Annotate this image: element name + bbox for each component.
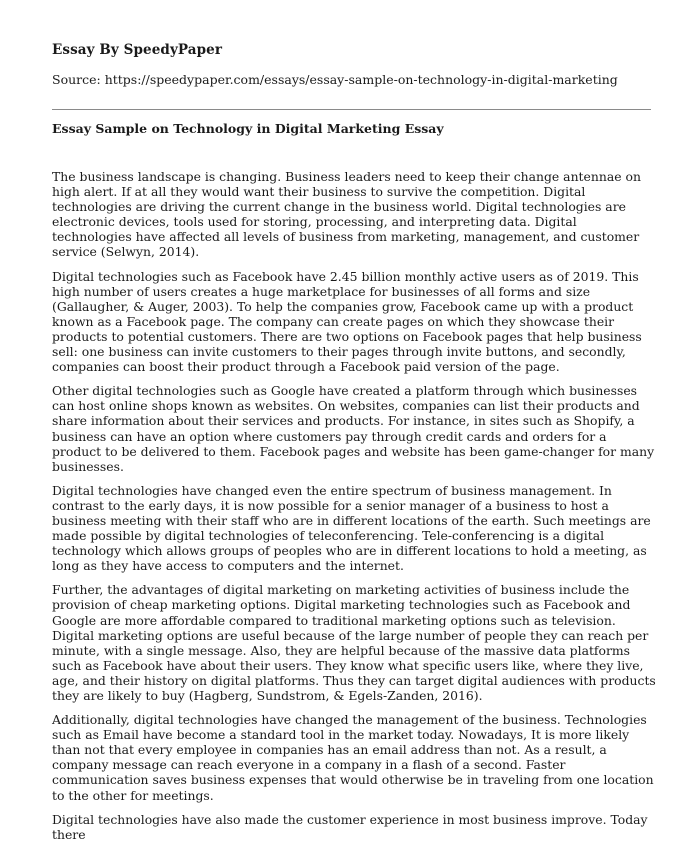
paragraph: The business landscape is changing. Business leaders need to keep their change antennae on high alert. If at all they would want their business to survive the competition. Digital technologies are driving the current change in the business world. Digital technologies are electronic devices, tools used for storing, processing, and interpreting data. Digital technologies have affected all levels of business from marketing, management, and customer service (Selwyn, 2014). <box>52 169 641 260</box>
paragraph: Digital technologies have also made the customer experience in most business improve. Today there <box>52 811 648 842</box>
document-header-title: Essay By SpeedyPaper <box>52 42 223 58</box>
paragraph: Additionally, digital technologies have changed the management of the business. Technologies such as Email have become a standard tool in the market today. Nowadays, It is more likely than not that every employee in companies has an email address than not. As a result, a company message can reach everyone in a company in a flash of a second. Faster communication saves business expenses that would otherwise be in traveling from one location to the other for meetings. <box>52 712 654 803</box>
paragraph: Other digital technologies such as Google have created a platform through which businesses can host online shops known as websites. On websites, companies can list their products and share information about their services and products. For instance, in sites such as Shopify, a business can have an option where customers pay through credit cards and orders for a product to be delivered to them. Facebook pages and website has been game-changer for many businesses. <box>52 383 655 474</box>
divider <box>52 109 651 110</box>
essay-title: Essay Sample on Technology in Digital Marketing Essay <box>52 121 444 136</box>
essay-body <box>52 169 658 851</box>
paragraph: Digital technologies such as Facebook have 2.45 billion monthly active users as of 2019. This high number of users creates a huge marketplace for businesses of all forms and size (Gallaugher, & Auger, 2003). To help the companies grow, Facebook came up with a product known as a Facebook page. The company can create pages on which they showcase their products to potential customers. There are two options on Facebook pages that help business sell: one business can invite customers to their pages through invite buttons, and secondly, companies can boost their product through a Facebook paid version of the page. <box>52 268 642 375</box>
paragraph: Further, the advantages of digital marketing on marketing activities of business include the provision of cheap marketing options. Digital marketing technologies such as Facebook and Google are more affordable compared to traditional marketing options such as television. Digital marketing options are useful because of the large number of people they can reach per minute, with a single message. Also, they are helpful because of the massive data platforms such as Facebook have about their users. They know what specific users like, where they live, age, and their history on digital platforms. Thus they can target digital audiences with products they are likely to buy (Hagberg, Sundstrom, & Egels-Zanden, 2016). <box>52 582 656 703</box>
paragraph: Digital technologies have changed even the entire spectrum of business management. In contrast to the early days, it is now possible for a senior manager of a business to host a business meeting with their staff who are in different locations of the earth. Such meetings are made possible by digital technologies of teleconferencing. Tele-conferencing is a digital technology which allows groups of peoples who are in different locations to hold a meeting, as long as they have access to computers and the internet. <box>52 482 651 574</box>
source-line: Source: https://speedypaper.com/essays/essay-sample-on-technology-in-digital-marketing <box>52 72 618 87</box>
